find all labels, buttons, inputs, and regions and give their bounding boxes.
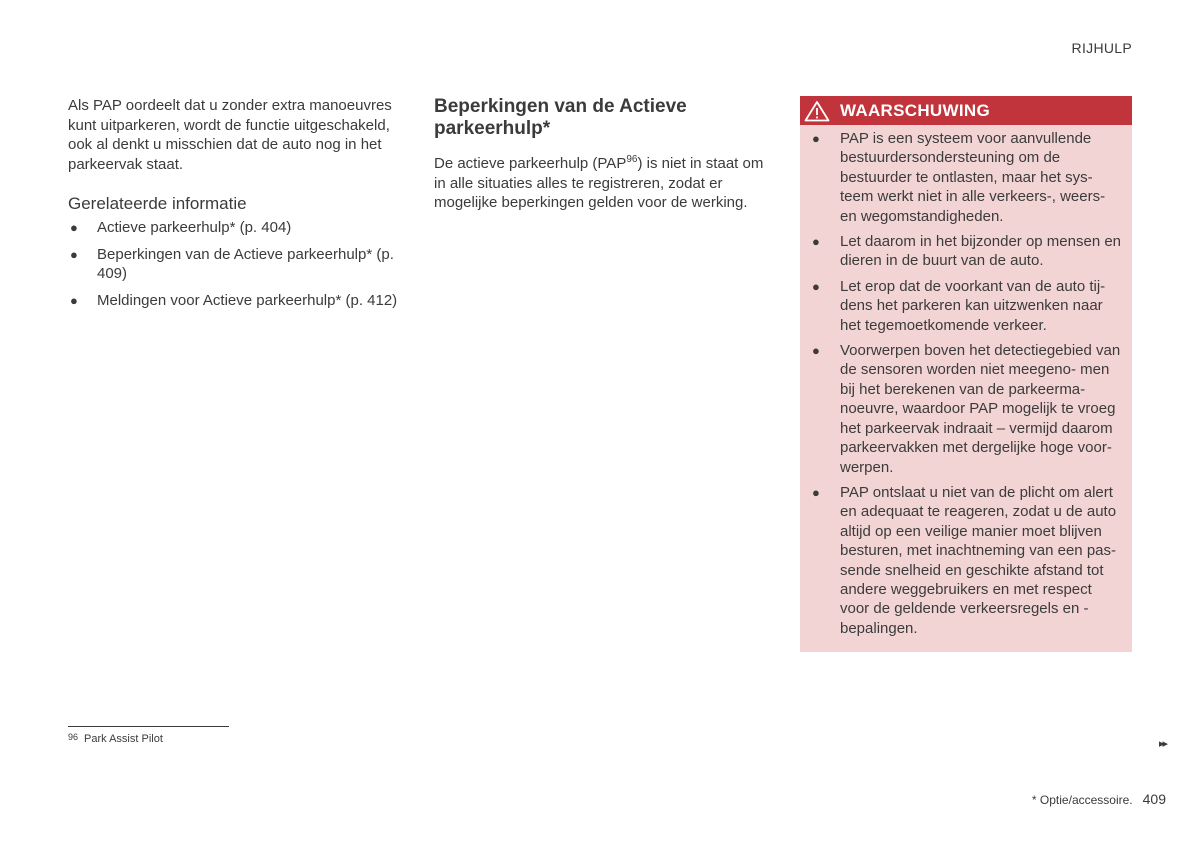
optional-accessory-note: * Optie/accessoire.: [1031, 793, 1133, 807]
warning-item: [800, 277, 1132, 335]
warning-item: [800, 483, 1132, 638]
footnote: [68, 732, 163, 745]
footnote-number: 96: [68, 732, 79, 742]
related-info-title: Gerelateerde informatie: [68, 194, 247, 213]
limitations-text-start: De actieve parkeerhulp (PAP: [434, 155, 627, 172]
footnote-text: Park Assist Pilot: [84, 733, 163, 745]
limitations-paragraph: [434, 154, 764, 213]
bullet-icon: ●: [70, 220, 78, 235]
warning-item-text: Voorwerpen boven het detectiegebied van de sensoren worden niet meegeno- men bij het berekenen van de parkeerma- noeuvre, waardoor PAP mogelijk te vroeg het parkeervak indraait – vermijd daarom parkeervakken met dergelijke hoge voor- werpen.: [840, 342, 1121, 476]
bullet-icon: ●: [812, 484, 820, 500]
intro-paragraph: Als PAP oordeelt dat u zonder extra manoeuvres kunt uitparkeren, wordt de functie uitgeschakeld, ook al denkt u misschien dat de auto nog in het parkeervak staat.: [68, 97, 392, 173]
bullet-icon: ●: [812, 278, 820, 294]
bullet-icon: ●: [70, 246, 78, 262]
column-middle: [434, 96, 764, 213]
limitations-text-end: ) is niet in staat om in alle situaties alles te registreren, zodat er mogelijke beperkingen gelden voor de werking.: [434, 155, 764, 211]
related-link-text[interactable]: Actieve parkeerhulp* (p. 404): [97, 219, 292, 236]
warning-item: [800, 341, 1132, 477]
warning-item-text: Let daarom in het bijzonder op mensen en dieren in de buurt van de auto.: [840, 233, 1122, 270]
bullet-icon: ●: [812, 234, 820, 250]
bullet-icon: ●: [70, 292, 78, 308]
warning-item: [800, 232, 1132, 271]
warning-item-text: PAP is een systeem voor aanvullende bestuurdersondersteuning om de bestuurder te ontlasten, maar het sys- teem werkt niet in alle verkeers-, weers- en wegomstandigheden.: [840, 130, 1106, 225]
section-label: RIJHULP: [1071, 40, 1132, 56]
page-number: 409: [1142, 791, 1166, 807]
next-page-arrows-icon[interactable]: ▸▸: [1158, 738, 1166, 750]
warning-title: WAARSCHUWING: [840, 100, 990, 120]
related-link-item[interactable]: [68, 245, 398, 284]
footnote-divider: [68, 726, 229, 727]
warning-item-text: Let erop dat de voorkant van de auto tij- dens het parkeren kan uitzwenken naar het tegemoetkomende verkeer.: [840, 277, 1106, 334]
warning-header: [800, 96, 1132, 125]
warning-box: [800, 96, 1132, 652]
bullet-icon: ●: [812, 343, 820, 359]
related-link-item[interactable]: [68, 218, 398, 238]
warning-list: [800, 125, 1132, 638]
page-footer: [1032, 791, 1166, 807]
warning-triangle-icon: [804, 100, 830, 122]
bullet-icon: ●: [812, 131, 820, 146]
related-link-item[interactable]: [68, 291, 398, 311]
column-left: [68, 96, 398, 317]
warning-item: [800, 129, 1132, 226]
related-link-text[interactable]: Meldingen voor Actieve parkeerhulp* (p. 412): [97, 291, 398, 309]
related-info-list: [68, 218, 398, 310]
warning-item-text: PAP ontslaat u niet van de plicht om alert en adequaat te reageren, zodat u de auto altijd op een veilige manier moet blijven besturen, met inachtneming van een pas- sende snelheid en geschikte afstand tot andere weggebruikers en met respect voor de geldende verkeersregels en - bepalingen.: [840, 483, 1117, 637]
related-link-text[interactable]: Beperkingen van de Actieve parkeerhulp* (p. 409): [97, 245, 394, 282]
section-heading: Beperkingen van de Actieve parkeerhulp*: [434, 96, 687, 139]
warning-panel: [800, 96, 1132, 652]
footnote-reference[interactable]: 96: [626, 154, 638, 165]
